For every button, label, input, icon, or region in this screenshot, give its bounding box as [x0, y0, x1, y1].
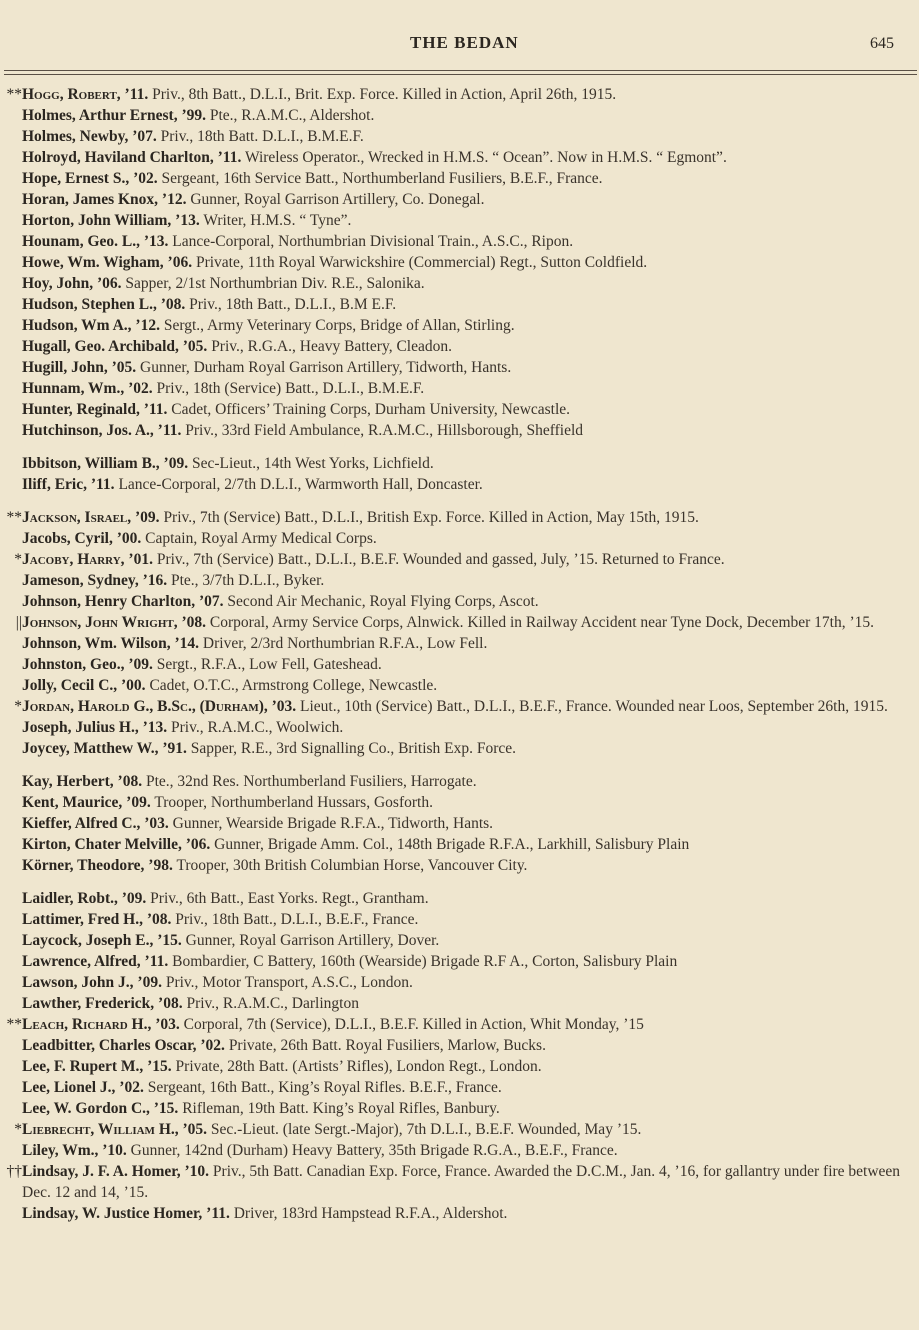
- entry-details: Lieut., 10th (Service) Batt., D.L.I., B.E.F., France. Wounded near Loos, September 26th, 1915.: [300, 698, 888, 715]
- entry-name: Lee, F. Rupert M., ’15.: [22, 1058, 172, 1075]
- list-item: [0, 993, 919, 1014]
- entry-details: Sec-Lieut., 14th West Yorks, Lichfield.: [191, 455, 434, 472]
- list-item: [0, 273, 919, 294]
- entry-name: Ibbitson, William B., ’09.: [22, 455, 189, 472]
- entry-details: Private, 26th Batt. Royal Fusiliers, Marlow, Bucks.: [228, 1037, 546, 1054]
- entry-details: Corporal, Army Service Corps, Alnwick. Killed in Railway Accident near Tyne Dock, December 17th, ’15.: [209, 614, 875, 631]
- list-item: [0, 696, 919, 717]
- entry-name: Johnson, Wm. Wilson, ’14.: [22, 635, 200, 652]
- list-item: [0, 420, 919, 441]
- list-item: [0, 105, 919, 126]
- entry-details: Priv., Motor Transport, A.S.C., London.: [165, 974, 413, 991]
- entry-marker: *: [14, 698, 22, 715]
- entry-marker: *: [14, 1121, 22, 1138]
- entry-name: Kay, Herbert, ’08.: [22, 773, 143, 790]
- list-item: [0, 507, 919, 528]
- entry-details: Sec.-Lieut. (late Sergt.-Major), 7th D.L.I., B.E.F. Wounded, May ’15.: [210, 1121, 642, 1138]
- entry-details: Cadet, Officers’ Training Corps, Durham University, Newcastle.: [171, 401, 571, 418]
- entry-details: Gunner, Royal Garrison Artillery, Co. Donegal.: [190, 191, 485, 208]
- entry-details: Gunner, Durham Royal Garrison Artillery, Tidworth, Hants.: [140, 359, 512, 376]
- entry-details: Sergeant, 16th Service Batt., Northumberland Fusiliers, B.E.F., France.: [161, 170, 603, 187]
- entry-details: Priv., 18th Batt. D.L.I., B.M.E.F.: [160, 128, 364, 145]
- list-item: [0, 210, 919, 231]
- entry-details: Sergt., R.F.A., Low Fell, Gateshead.: [156, 656, 382, 673]
- entry-name: Hoy, John, ’06.: [22, 275, 122, 292]
- entry-name: Johnson, John Wright, ’08.: [22, 614, 207, 631]
- entry-name: Iliff, Eric, ’11.: [22, 476, 115, 493]
- entry-marker: **: [6, 509, 22, 526]
- list-item: [0, 612, 919, 633]
- list-item: [0, 771, 919, 792]
- list-item: [0, 1098, 919, 1119]
- list-item: [0, 453, 919, 474]
- list-item: [0, 738, 919, 759]
- list-item: [0, 909, 919, 930]
- list-item: [0, 231, 919, 252]
- entry-name: Jameson, Sydney, ’16.: [22, 572, 168, 589]
- entry-details: Gunner, 142nd (Durham) Heavy Battery, 35th Brigade R.G.A., B.E.F., France.: [130, 1142, 618, 1159]
- entry-details: Priv., R.G.A., Heavy Battery, Cleadon.: [211, 338, 452, 355]
- entry-details: Private, 28th Batt. (Artists’ Rifles), London Regt., London.: [175, 1058, 542, 1075]
- entry-details: Writer, H.M.S. “ Tyne”.: [203, 212, 352, 229]
- entry-details: Wireless Operator., Wrecked in H.M.S. “ Ocean”. Now in H.M.S. “ Egmont”.: [244, 149, 727, 166]
- entry-name: Howe, Wm. Wigham, ’06.: [22, 254, 193, 271]
- roll-list: [0, 84, 919, 1236]
- entry-details: Lance-Corporal, 2/7th D.L.I., Warmworth Hall, Doncaster.: [118, 476, 483, 493]
- entry-name: Hogg, Robert, ’11.: [22, 86, 149, 103]
- entry-details: Sergt., Army Veterinary Corps, Bridge of Allan, Stirling.: [163, 317, 515, 334]
- entry-details: Cadet, O.T.C., Armstrong College, Newcastle.: [149, 677, 438, 694]
- list-item: [0, 357, 919, 378]
- entry-details: Priv., 33rd Field Ambulance, R.A.M.C., Hillsborough, Sheffield: [185, 422, 584, 439]
- entry-name: Hounam, Geo. L., ’13.: [22, 233, 169, 250]
- entry-name: Lee, W. Gordon C., ’15.: [22, 1100, 179, 1117]
- entry-name: Lawther, Frederick, ’08.: [22, 995, 183, 1012]
- entry-details: Gunner, Brigade Amm. Col., 148th Brigade R.F.A., Larkhill, Salisbury Plain: [214, 836, 690, 853]
- entry-name: Holroyd, Haviland Charlton, ’11.: [22, 149, 242, 166]
- list-item: [0, 1161, 919, 1203]
- list-item: [0, 1119, 919, 1140]
- entry-details: Lance-Corporal, Northumbrian Divisional Train., A.S.C., Ripon.: [172, 233, 574, 250]
- entry-details: Priv., 8th Batt., D.L.I., Brit. Exp. Force. Killed in Action, April 26th, 1915.: [152, 86, 617, 103]
- entry-name: Lindsay, J. F. A. Homer, ’10.: [22, 1163, 210, 1180]
- entry-details: Trooper, 30th British Columbian Horse, Vancouver City.: [176, 857, 528, 874]
- entry-details: Priv., 6th Batt., East Yorks. Regt., Grantham.: [150, 890, 429, 907]
- roll-section: [0, 771, 919, 876]
- entry-name: Körner, Theodore, ’98.: [22, 857, 173, 874]
- page-title: THE BEDAN: [410, 33, 519, 52]
- list-item: [0, 528, 919, 549]
- entry-name: Kirton, Chater Melville, ’06.: [22, 836, 211, 853]
- entry-marker: ††: [6, 1163, 22, 1180]
- entry-details: Sapper, 2/1st Northumbrian Div. R.E., Salonika.: [125, 275, 425, 292]
- entry-name: Laidler, Robt., ’09.: [22, 890, 147, 907]
- entry-name: Hudson, Stephen L., ’08.: [22, 296, 186, 313]
- entry-name: Johnson, Henry Charlton, ’07.: [22, 593, 224, 610]
- entry-name: Leadbitter, Charles Oscar, ’02.: [22, 1037, 225, 1054]
- list-item: [0, 252, 919, 273]
- roll-section: [0, 453, 919, 495]
- entry-details: Priv., 7th (Service) Batt., D.L.I., B.E.F. Wounded and gassed, July, ’15. Returned to France.: [156, 551, 725, 568]
- list-item: [0, 591, 919, 612]
- entry-name: Horton, John William, ’13.: [22, 212, 200, 229]
- list-item: [0, 189, 919, 210]
- list-item: [0, 972, 919, 993]
- entry-details: Pte., 32nd Res. Northumberland Fusiliers, Harrogate.: [145, 773, 477, 790]
- entry-name: Lee, Lionel J., ’02.: [22, 1079, 144, 1096]
- list-item: [0, 399, 919, 420]
- list-item: [0, 570, 919, 591]
- entry-details: Trooper, Northumberland Hussars, Gosforth.: [154, 794, 433, 811]
- list-item: [0, 315, 919, 336]
- list-item: [0, 834, 919, 855]
- entry-name: Laycock, Joseph E., ’15.: [22, 932, 182, 949]
- entry-name: Liley, Wm., ’10.: [22, 1142, 127, 1159]
- entry-name: Jackson, Israel, ’09.: [22, 509, 160, 526]
- list-item: [0, 378, 919, 399]
- entry-name: Hunter, Reginald, ’11.: [22, 401, 168, 418]
- entry-details: Priv., 18th Batt., D.L.I., B.M E.F.: [189, 296, 397, 313]
- list-item: [0, 855, 919, 876]
- entry-details: Priv., 7th (Service) Batt., D.L.I., British Exp. Force. Killed in Action, May 15th, 1915.: [163, 509, 699, 526]
- entry-details: Sergeant, 16th Batt., King’s Royal Rifles. B.E.F., France.: [147, 1079, 502, 1096]
- entry-name: Joseph, Julius H., ’13.: [22, 719, 168, 736]
- entry-name: Horan, James Knox, ’12.: [22, 191, 187, 208]
- entry-name: Jolly, Cecil C., ’00.: [22, 677, 146, 694]
- entry-name: Jacoby, Harry, ’01.: [22, 551, 153, 568]
- list-item: [0, 792, 919, 813]
- entry-details: Priv., 18th (Service) Batt., D.L.I., B.M.E.F.: [156, 380, 425, 397]
- list-item: [0, 474, 919, 495]
- list-item: [0, 1140, 919, 1161]
- list-item: [0, 888, 919, 909]
- entry-name: Lindsay, W. Justice Homer, ’11.: [22, 1205, 230, 1222]
- entry-name: Kieffer, Alfred C., ’03.: [22, 815, 169, 832]
- entry-name: Kent, Maurice, ’09.: [22, 794, 151, 811]
- entry-name: Leach, Richard H., ’03.: [22, 1016, 180, 1033]
- entry-details: Priv., R.A.M.C., Woolwich.: [171, 719, 344, 736]
- entry-details: Priv., 5th Batt. Canadian Exp. Force, France. Awarded the D.C.M., Jan. 4, ’16, for gallantry under fire between Dec. 12 and 14, ’15.: [22, 1163, 901, 1201]
- entry-details: Corporal, 7th (Service), D.L.I., B.E.F. Killed in Action, Whit Monday, ’15: [183, 1016, 644, 1033]
- header-rule-bottom: [4, 74, 917, 75]
- list-item: [0, 633, 919, 654]
- header-rule-top: [4, 70, 917, 71]
- entry-name: Lawrence, Alfred, ’11.: [22, 953, 169, 970]
- list-item: [0, 126, 919, 147]
- entry-marker: ||: [15, 614, 22, 631]
- entry-marker: **: [6, 1016, 22, 1033]
- page-number: 645: [870, 35, 894, 52]
- entry-marker: *: [14, 551, 22, 568]
- list-item: [0, 951, 919, 972]
- entry-name: Hutchinson, Jos. A., ’11.: [22, 422, 182, 439]
- entry-name: Lawson, John J., ’09.: [22, 974, 162, 991]
- entry-name: Jacobs, Cyril, ’00.: [22, 530, 142, 547]
- entry-name: Jordan, Harold G., B.Sc., (Durham), ’03.: [22, 698, 297, 715]
- entry-details: Captain, Royal Army Medical Corps.: [145, 530, 377, 547]
- entry-details: Bombardier, C Battery, 160th (Wearside) Brigade R.F A., Corton, Salisbury Plain: [172, 953, 678, 970]
- entry-name: Johnston, Geo., ’09.: [22, 656, 153, 673]
- roll-section: [0, 84, 919, 441]
- list-item: [0, 84, 919, 105]
- list-item: [0, 1203, 919, 1224]
- list-item: [0, 1035, 919, 1056]
- list-item: [0, 336, 919, 357]
- entry-name: Hugill, John, ’05.: [22, 359, 137, 376]
- entry-details: Gunner, Royal Garrison Artillery, Dover.: [185, 932, 440, 949]
- entry-details: Second Air Mechanic, Royal Flying Corps, Ascot.: [227, 593, 539, 610]
- entry-name: Liebrecht, William H., ’05.: [22, 1121, 208, 1138]
- list-item: [0, 717, 919, 738]
- entry-name: Lattimer, Fred H., ’08.: [22, 911, 172, 928]
- list-item: [0, 147, 919, 168]
- entry-details: Rifleman, 19th Batt. King’s Royal Rifles, Banbury.: [182, 1100, 500, 1117]
- entry-name: Hope, Ernest S., ’02.: [22, 170, 158, 187]
- list-item: [0, 813, 919, 834]
- entry-marker: **: [6, 86, 22, 103]
- entry-name: Hugall, Geo. Archibald, ’05.: [22, 338, 208, 355]
- entry-details: Gunner, Wearside Brigade R.F.A., Tidworth, Hants.: [172, 815, 494, 832]
- entry-details: Private, 11th Royal Warwickshire (Commercial) Regt., Sutton Coldfield.: [195, 254, 648, 271]
- list-item: [0, 675, 919, 696]
- roll-section: [0, 888, 919, 1224]
- roll-section: [0, 507, 919, 759]
- entry-details: Driver, 183rd Hampstead R.F.A., Aldershot.: [233, 1205, 508, 1222]
- list-item: [0, 1077, 919, 1098]
- list-item: [0, 168, 919, 189]
- entry-name: Hunnam, Wm., ’02.: [22, 380, 153, 397]
- list-item: [0, 654, 919, 675]
- list-item: [0, 1014, 919, 1035]
- entry-details: Driver, 2/3rd Northumbrian R.F.A., Low Fell.: [202, 635, 488, 652]
- entry-details: Pte., 3/7th D.L.I., Byker.: [171, 572, 325, 589]
- entry-details: Pte., R.A.M.C., Aldershot.: [209, 107, 375, 124]
- running-header: [0, 33, 919, 63]
- list-item: [0, 1056, 919, 1077]
- entry-name: Holmes, Newby, ’07.: [22, 128, 157, 145]
- entry-details: Priv., 18th Batt., D.L.I., B.E.F., France.: [175, 911, 419, 928]
- list-item: [0, 549, 919, 570]
- list-item: [0, 930, 919, 951]
- entry-name: Hudson, Wm A., ’12.: [22, 317, 160, 334]
- list-item: [0, 294, 919, 315]
- entry-name: Joycey, Matthew W., ’91.: [22, 740, 187, 757]
- entry-details: Sapper, R.E., 3rd Signalling Co., British Exp. Force.: [190, 740, 517, 757]
- entry-name: Holmes, Arthur Ernest, ’99.: [22, 107, 206, 124]
- entry-details: Priv., R.A.M.C., Darlington: [186, 995, 359, 1012]
